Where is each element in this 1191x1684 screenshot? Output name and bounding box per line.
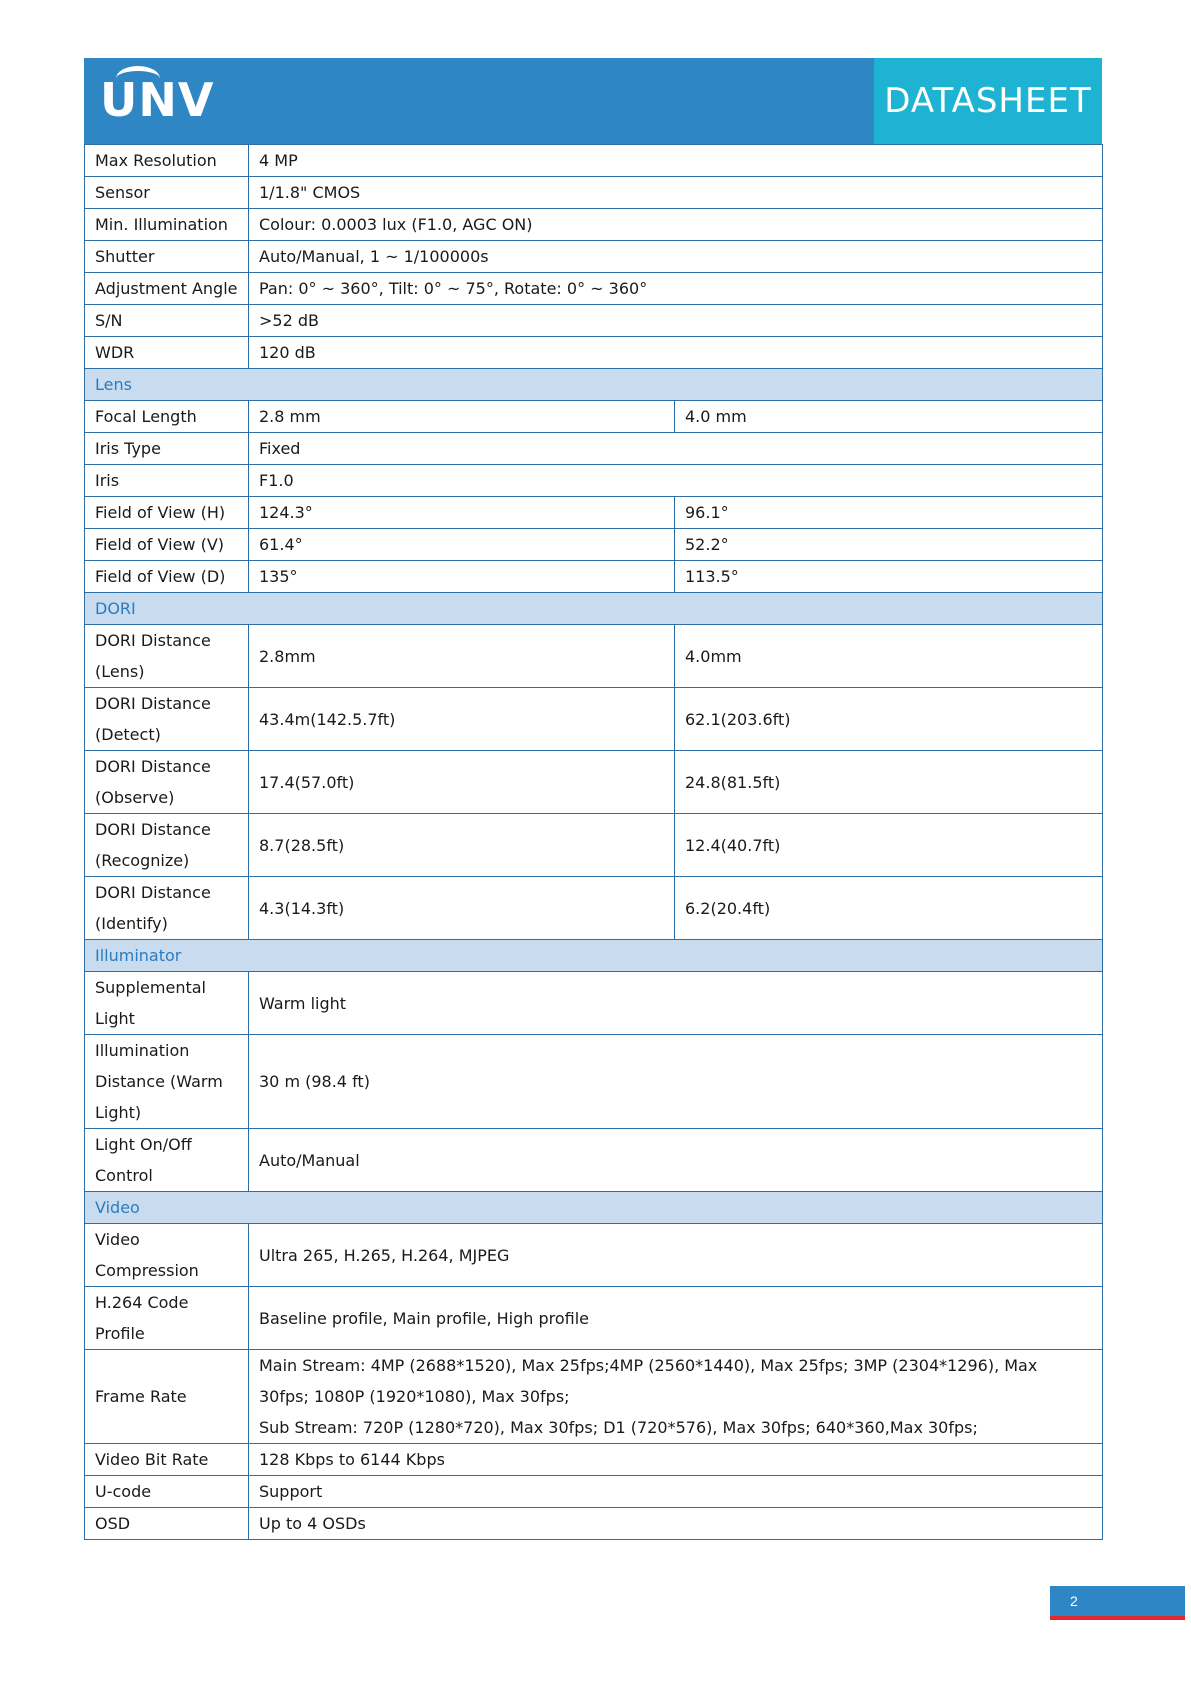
page-number: 2	[1050, 1586, 1185, 1616]
spec-row	[85, 1287, 1103, 1350]
page-number-underline	[1050, 1616, 1185, 1620]
section-title: Video	[85, 1192, 1103, 1224]
spec-label: DORI Distance (Recognize)	[85, 814, 249, 877]
spec-value: 1/1.8" CMOS	[249, 177, 1103, 209]
section-header-row	[85, 593, 1103, 625]
spec-value: Auto/Manual	[249, 1129, 1103, 1192]
spec-row	[85, 209, 1103, 241]
spec-row	[85, 305, 1103, 337]
section-title: DORI	[85, 593, 1103, 625]
spec-label: Supplemental Light	[85, 972, 249, 1035]
spec-value-b: 52.2°	[675, 529, 1103, 561]
spec-value-b: 4.0mm	[675, 625, 1103, 688]
spec-label: WDR	[85, 337, 249, 369]
spec-label: U-code	[85, 1476, 249, 1508]
spec-label: Field of View (D)	[85, 561, 249, 593]
spec-value-b: 12.4(40.7ft)	[675, 814, 1103, 877]
spec-label: Field of View (V)	[85, 529, 249, 561]
spec-label: DORI Distance (Detect)	[85, 688, 249, 751]
spec-value: 30 m (98.4 ft)	[249, 1035, 1103, 1129]
spec-value: >52 dB	[249, 305, 1103, 337]
spec-label: Light On/Off Control	[85, 1129, 249, 1192]
spec-value: Support	[249, 1476, 1103, 1508]
spec-label: Max Resolution	[85, 145, 249, 177]
spec-value: 120 dB	[249, 337, 1103, 369]
spec-row	[85, 688, 1103, 751]
spec-value-a: 43.4m(142.5.7ft)	[249, 688, 675, 751]
spec-label: Frame Rate	[85, 1350, 249, 1444]
spec-row	[85, 561, 1103, 593]
spec-label: DORI Distance (Identify)	[85, 877, 249, 940]
spec-value-a: 124.3°	[249, 497, 675, 529]
spec-row	[85, 972, 1103, 1035]
spec-label: S/N	[85, 305, 249, 337]
section-header-row	[85, 940, 1103, 972]
spec-value-line: Main Stream: 4MP (2688*1520), Max 25fps;4MP (2560*1440), Max 25fps; 3MP (2304*1296), Max 30fps; 1080P (1920*1080), Max 30fps;	[259, 1356, 1038, 1406]
spec-row	[85, 529, 1103, 561]
spec-row	[85, 1035, 1103, 1129]
spec-value: F1.0	[249, 465, 1103, 497]
spec-label: H.264 Code Profile	[85, 1287, 249, 1350]
spec-label: Video Compression	[85, 1224, 249, 1287]
spec-label: Focal Length	[85, 401, 249, 433]
section-title: Illuminator	[85, 940, 1103, 972]
spec-row	[85, 145, 1103, 177]
spec-value: 4 MP	[249, 145, 1103, 177]
datasheet-label: DATASHEET	[874, 58, 1102, 144]
spec-label: Sensor	[85, 177, 249, 209]
spec-row	[85, 497, 1103, 529]
spec-value-multi	[249, 1350, 1103, 1444]
brand-logo: UNV	[100, 73, 215, 127]
spec-row	[85, 337, 1103, 369]
spec-value-b: 96.1°	[675, 497, 1103, 529]
spec-value: Up to 4 OSDs	[249, 1508, 1103, 1540]
spec-row	[85, 177, 1103, 209]
spec-value-a: 135°	[249, 561, 675, 593]
spec-value-a: 2.8 mm	[249, 401, 675, 433]
spec-label: Video Bit Rate	[85, 1444, 249, 1476]
spec-label: Adjustment Angle	[85, 273, 249, 305]
spec-label: Min. Illumination	[85, 209, 249, 241]
section-header-row	[85, 1192, 1103, 1224]
spec-row	[85, 401, 1103, 433]
spec-row	[85, 1444, 1103, 1476]
spec-value-b: 62.1(203.6ft)	[675, 688, 1103, 751]
spec-value: Pan: 0° ~ 360°, Tilt: 0° ~ 75°, Rotate: 0° ~ 360°	[249, 273, 1103, 305]
spec-value: Warm light	[249, 972, 1103, 1035]
spec-value-b: 6.2(20.4ft)	[675, 877, 1103, 940]
spec-row	[85, 241, 1103, 273]
spec-row	[85, 751, 1103, 814]
spec-value-a: 61.4°	[249, 529, 675, 561]
spec-row	[85, 877, 1103, 940]
spec-value-b: 24.8(81.5ft)	[675, 751, 1103, 814]
spec-label: OSD	[85, 1508, 249, 1540]
spec-value-b: 4.0 mm	[675, 401, 1103, 433]
spec-row	[85, 1350, 1103, 1444]
spec-row	[85, 625, 1103, 688]
section-header-row	[85, 369, 1103, 401]
spec-label: Iris Type	[85, 433, 249, 465]
spec-value-a: 17.4(57.0ft)	[249, 751, 675, 814]
spec-value: 128 Kbps to 6144 Kbps	[249, 1444, 1103, 1476]
spec-value-b: 113.5°	[675, 561, 1103, 593]
spec-value: Baseline profile, Main profile, High profile	[249, 1287, 1103, 1350]
spec-row	[85, 1224, 1103, 1287]
spec-label: Iris	[85, 465, 249, 497]
spec-value-a: 2.8mm	[249, 625, 675, 688]
spec-value: Colour: 0.0003 lux (F1.0, AGC ON)	[249, 209, 1103, 241]
spec-row	[85, 273, 1103, 305]
spec-value-a: 4.3(14.3ft)	[249, 877, 675, 940]
spec-row	[85, 465, 1103, 497]
section-title: Lens	[85, 369, 1103, 401]
spec-row	[85, 433, 1103, 465]
spec-value-line: Sub Stream: 720P (1280*720), Max 30fps; D1 (720*576), Max 30fps; 640*360,Max 30fps;	[259, 1418, 978, 1437]
spec-value-a: 8.7(28.5ft)	[249, 814, 675, 877]
spec-row	[85, 814, 1103, 877]
spec-label: DORI Distance (Observe)	[85, 751, 249, 814]
spec-value: Ultra 265, H.265, H.264, MJPEG	[249, 1224, 1103, 1287]
header-banner	[84, 58, 1102, 144]
spec-label: Shutter	[85, 241, 249, 273]
spec-label: Illumination Distance (Warm Light)	[85, 1035, 249, 1129]
spec-value: Auto/Manual, 1 ~ 1/100000s	[249, 241, 1103, 273]
spec-row	[85, 1129, 1103, 1192]
spec-table	[84, 144, 1103, 1540]
spec-label: Field of View (H)	[85, 497, 249, 529]
spec-row	[85, 1476, 1103, 1508]
spec-row	[85, 1508, 1103, 1540]
spec-label: DORI Distance (Lens)	[85, 625, 249, 688]
spec-value: Fixed	[249, 433, 1103, 465]
